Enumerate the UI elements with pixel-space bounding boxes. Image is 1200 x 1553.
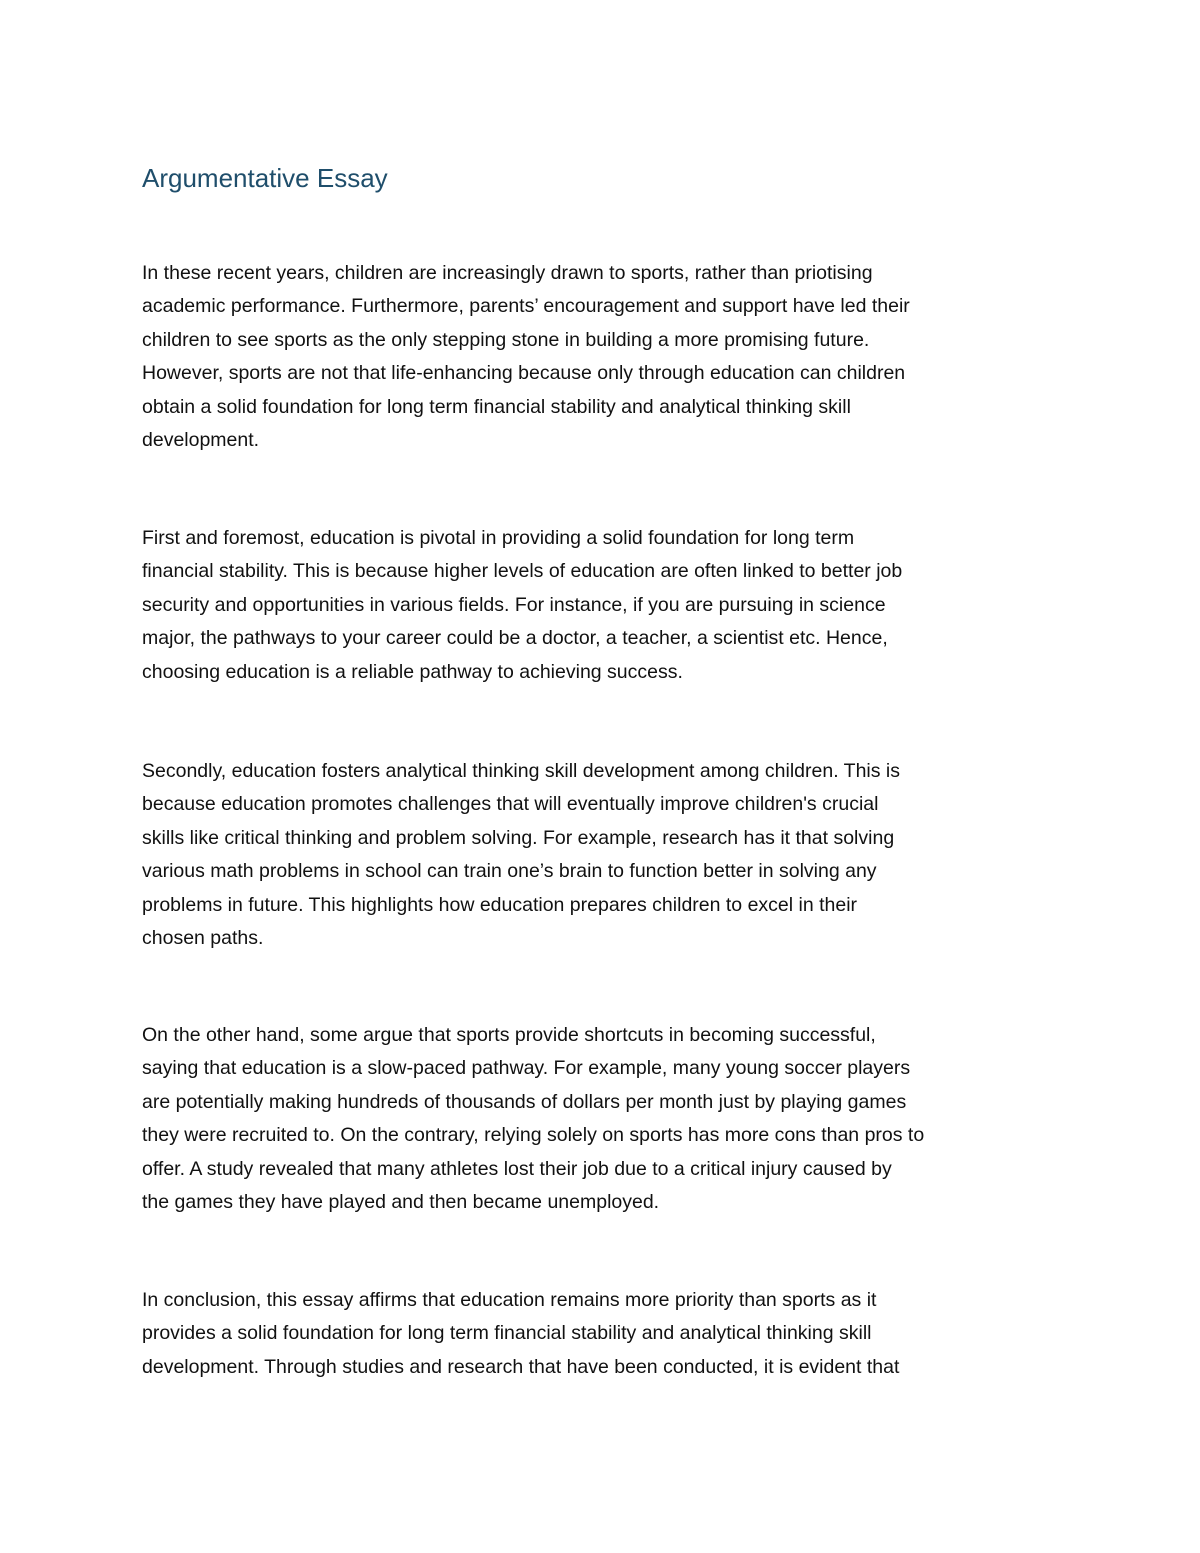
paragraph-second-argument — [142, 755, 900, 955]
text-line: Secondly, education fosters analytical thinking skill development among children. This is — [142, 760, 901, 782]
text-line: various math problems in school can train one’s brain to function better in solving any — [142, 860, 877, 883]
text-line: development. — [142, 429, 260, 452]
text-line: In these recent years, children are increasingly drawn to sports, rather than priotising — [142, 262, 873, 284]
text-line: major, the pathways to your career could be a doctor, a teacher, a scientist etc. Hence, — [142, 627, 888, 650]
text-line: they were recruited to. On the contrary, relying solely on sports has more cons than pros to — [142, 1124, 925, 1147]
text-line: offer. A study revealed that many athletes lost their job due to a critical injury caused by — [142, 1157, 892, 1180]
text-line: provides a solid foundation for long term financial stability and analytical thinking skill — [142, 1322, 872, 1345]
text-line: problems in future. This highlights how education prepares children to excel in their — [142, 893, 858, 916]
paragraph-counterargument — [142, 1019, 924, 1219]
text-line: choosing education is a reliable pathway to achieving success. — [142, 660, 683, 683]
text-line: On the other hand, some argue that sports provide shortcuts in becoming successful, — [142, 1024, 876, 1046]
text-line: the games they have played and then became unemployed. — [142, 1191, 660, 1214]
text-line: obtain a solid foundation for long term financial stability and analytical thinking skill — [142, 395, 851, 418]
text-line: chosen paths. — [142, 927, 264, 950]
text-line: are potentially making hundreds of thousands of dollars per month just by playing games — [142, 1090, 907, 1113]
text-line: In conclusion, this essay affirms that education remains more priority than sports as it — [142, 1289, 877, 1311]
text-line: children to see sports as the only stepping stone in building a more promising future. — [142, 328, 870, 351]
text-line: because education promotes challenges that will eventually improve children's crucial — [142, 793, 879, 816]
text-line: security and opportunities in various fields. For instance, if you are pursuing in science — [142, 593, 886, 616]
paragraph-conclusion — [142, 1284, 899, 1384]
text-line: financial stability. This is because higher levels of education are often linked to better job — [142, 560, 903, 583]
text-line: skills like critical thinking and problem solving. For example, research has it that solving — [142, 826, 895, 849]
text-line: First and foremost, education is pivotal in providing a solid foundation for long term — [142, 527, 855, 549]
text-line: saying that education is a slow-paced pathway. For example, many young soccer players — [142, 1057, 911, 1080]
paragraph-first-argument — [142, 522, 902, 689]
text-line: However, sports are not that life-enhancing because only through education can children — [142, 362, 906, 385]
essay-title: Argumentative Essay — [142, 163, 388, 193]
text-line: academic performance. Furthermore, parents’ encouragement and support have led their — [142, 295, 910, 318]
paragraph-introduction — [142, 257, 910, 457]
text-line: development. Through studies and research that have been conducted, it is evident that — [142, 1355, 900, 1378]
